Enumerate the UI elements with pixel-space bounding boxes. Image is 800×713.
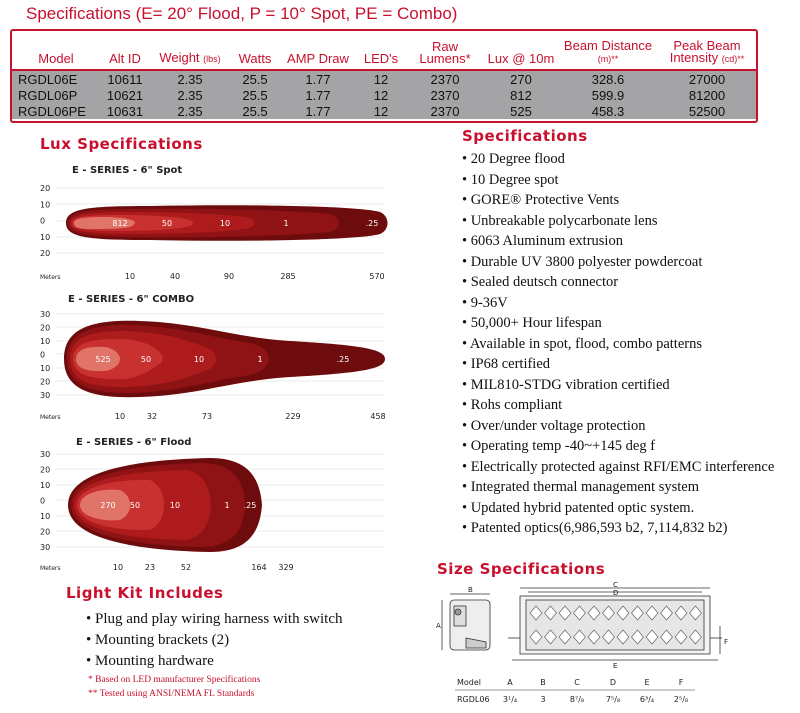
lux-zone-label: 10	[219, 219, 231, 228]
lux-specifications-heading: Lux Specifications	[40, 135, 203, 153]
specifications-table	[10, 29, 758, 123]
table-cell: 812	[484, 87, 558, 103]
x-tick-label: 10	[112, 563, 124, 572]
table-cell: 1.77	[280, 87, 356, 103]
size-table-cell: RGDL06	[457, 695, 490, 704]
size-table-header: C	[574, 678, 580, 687]
table-cell: 2.35	[150, 87, 230, 103]
table-cell: 270	[484, 70, 558, 87]
table-cell: 2370	[406, 70, 484, 87]
spec-list-item: • Patented optics(6,986,593 b2, 7,114,832 b2)	[462, 518, 792, 539]
spec-list-item: • GORE® Protective Vents	[462, 190, 792, 211]
y-tick-label: 20	[40, 323, 51, 333]
column-header-unit: (lbs)	[203, 54, 221, 64]
table-cell: 10611	[100, 70, 150, 87]
table-cell: 12	[356, 87, 406, 103]
y-tick-label: 20	[40, 184, 51, 193]
column-header-label: Alt ID	[109, 51, 141, 66]
table-row	[12, 70, 756, 87]
light-kit-heading: Light Kit Includes	[66, 584, 224, 602]
footnote-ansi: ** Tested using ANSI/NEMA FL Standards	[88, 689, 255, 699]
x-tick-label: 32	[146, 412, 158, 421]
specifications-heading: Specifications	[462, 127, 588, 145]
x-tick-label: 229	[285, 412, 301, 421]
y-tick-label: 20	[40, 377, 51, 387]
size-table-cell: 2⁵/₈	[673, 695, 689, 704]
table-row	[12, 87, 756, 103]
lux-zone-label: 812	[112, 219, 128, 228]
x-tick-label: 23	[144, 563, 156, 572]
kit-list-item: • Mounting brackets (2)	[86, 630, 343, 651]
size-table-header: D	[609, 678, 617, 687]
lux-zone-label: .25	[243, 501, 257, 510]
table-cell: RGDL06P	[12, 87, 100, 103]
table-row	[12, 103, 756, 119]
table-cell: 2.35	[150, 103, 230, 119]
y-tick-label: 30	[40, 310, 51, 319]
kit-list-item: • Plug and play wiring harness with switch	[86, 609, 343, 630]
y-tick-label: 20	[40, 527, 51, 537]
x-tick-label: 570	[369, 272, 385, 281]
column-header-label: AMP Draw	[287, 51, 349, 66]
column-header	[484, 31, 558, 70]
table-cell: 2370	[406, 87, 484, 103]
lux-zone-label: 1	[257, 355, 263, 364]
flood-plot-title: E - SERIES - 6" Flood	[76, 437, 192, 448]
table-cell: 2370	[406, 103, 484, 119]
spot-beam-plot	[30, 178, 395, 286]
column-header-unit: (cd)**	[721, 54, 745, 64]
spec-list-item: • Sealed deutsch connector	[462, 272, 792, 293]
size-table	[455, 674, 755, 710]
spec-list-item: • 6063 Aluminum extrusion	[462, 231, 792, 252]
size-table-header: Model	[457, 678, 482, 687]
x-axis-label: Meters	[40, 274, 61, 281]
x-tick-label: 10	[114, 412, 126, 421]
size-table-header: F	[678, 678, 684, 687]
size-table-header: B	[540, 678, 546, 687]
lux-zone-label: .25	[336, 355, 350, 364]
column-header-label: Model	[38, 51, 74, 66]
column-header	[356, 31, 406, 70]
lux-zone-label: 50	[140, 355, 152, 364]
y-tick-label: 0	[40, 350, 46, 360]
y-tick-label: 10	[40, 512, 51, 521]
table-cell: 525	[484, 103, 558, 119]
column-header	[658, 31, 756, 70]
column-header-label: Watts	[238, 51, 272, 66]
spec-list-item: • 50,000+ Hour lifespan	[462, 313, 792, 334]
spec-list-item: • MIL810-STDG vibration certified	[462, 375, 792, 396]
kit-list-item: • Mounting hardware	[86, 651, 343, 672]
column-header-label: Weight	[159, 50, 200, 65]
size-table-cell: 3¹/₄	[502, 695, 518, 704]
spot-plot-title: E - SERIES - 6" Spot	[72, 165, 183, 176]
size-diagram	[428, 582, 748, 674]
table-cell: RGDL06E	[12, 70, 100, 87]
table-cell: 25.5	[230, 103, 280, 119]
lux-zone-label: 50	[161, 219, 173, 228]
table-cell: 25.5	[230, 70, 280, 87]
column-header	[406, 31, 484, 70]
spec-list-item: • 20 Degree flood	[462, 149, 792, 170]
x-tick-label: 164	[251, 563, 267, 572]
column-header	[12, 31, 100, 70]
x-tick-label: 90	[223, 272, 235, 281]
spec-list-item: • Durable UV 3800 polyester powdercoat	[462, 252, 792, 273]
column-header-label: Peak Beam Intensity	[669, 38, 741, 65]
x-tick-label: 458	[370, 412, 386, 421]
column-header-label: LED's	[363, 51, 399, 66]
column-header	[558, 31, 658, 70]
y-tick-label: 10	[40, 337, 51, 346]
y-tick-label: 0	[40, 216, 46, 226]
column-header-label: Raw Lumens*	[419, 39, 471, 66]
spec-list-item: • Unbreakable polycarbonate lens	[462, 211, 792, 232]
size-table-cell: 6³/₄	[639, 695, 655, 704]
y-tick-label: 10	[40, 232, 51, 242]
y-tick-label: 30	[40, 391, 51, 400]
table-cell: 12	[356, 103, 406, 119]
table-cell: 458.3	[558, 103, 658, 119]
dim-label-e: E	[613, 662, 618, 670]
x-axis-label: Meters	[40, 414, 61, 421]
table-cell: 10631	[100, 103, 150, 119]
size-table-header: A	[507, 678, 513, 687]
lux-zone-label: 50	[129, 501, 141, 510]
dim-label-d: D	[613, 589, 619, 597]
y-tick-label: 10	[40, 364, 51, 373]
spec-list-item: • Integrated thermal management system	[462, 477, 792, 498]
spec-list-item: • Rohs compliant	[462, 395, 792, 416]
table-cell: 25.5	[230, 87, 280, 103]
spec-list-item: • 10 Degree spot	[462, 170, 792, 191]
x-tick-label: 40	[169, 272, 181, 281]
dim-label-a: A	[436, 622, 441, 630]
y-tick-label: 0	[40, 496, 46, 506]
combo-beam-plot	[30, 307, 395, 425]
table-body	[12, 70, 756, 119]
spec-list-item: • Over/under voltage protection	[462, 416, 792, 437]
table-cell: 2.35	[150, 70, 230, 87]
lux-zone-label: .25	[365, 219, 379, 228]
table-cell: 599.9	[558, 87, 658, 103]
column-header-unit: (m)**	[597, 54, 619, 64]
table-cell: 1.77	[280, 70, 356, 87]
dim-label-f: F	[724, 638, 729, 646]
column-header-label: Beam Distance	[563, 38, 653, 53]
x-tick-label: 329	[278, 563, 294, 572]
size-table-cell: 8⁷/₈	[569, 695, 585, 704]
spec-list-item: • Available in spot, flood, combo patterns	[462, 334, 792, 355]
table-cell: 52500	[658, 103, 756, 119]
size-table-cell: 7⁵/₈	[605, 695, 621, 704]
column-header	[100, 31, 150, 70]
specifications-list	[462, 149, 792, 539]
y-tick-label: 20	[40, 249, 51, 258]
lux-zone-label: 1	[283, 219, 289, 228]
dim-label-c: C	[613, 582, 618, 589]
table-cell: 1.77	[280, 103, 356, 119]
y-tick-label: 10	[40, 481, 51, 490]
lux-zone-label: 10	[193, 355, 205, 364]
x-tick-label: 10	[124, 272, 136, 281]
lux-zone-label: 525	[95, 355, 111, 364]
light-kit-list	[86, 609, 343, 672]
y-tick-label: 30	[40, 450, 51, 459]
table-cell: 328.6	[558, 70, 658, 87]
column-header	[280, 31, 356, 70]
table-header-row	[12, 31, 756, 70]
spec-list-item: • IP68 certified	[462, 354, 792, 375]
spec-list-item: • Electrically protected against RFI/EMC interference	[462, 457, 792, 478]
spec-list-item: • Updated hybrid patented optic system.	[462, 498, 792, 519]
x-tick-label: 73	[201, 412, 213, 421]
size-table-cell: 3	[540, 695, 546, 704]
x-tick-label: 52	[180, 563, 192, 572]
specifications-table-title: Specifications (E= 20° Flood, P = 10° Spot, PE = Combo)	[26, 4, 458, 23]
y-tick-label: 10	[40, 200, 51, 210]
column-header	[150, 31, 230, 70]
table-cell: 81200	[658, 87, 756, 103]
x-tick-label: 285	[280, 272, 296, 281]
y-tick-label: 20	[40, 465, 51, 475]
spec-list-item: • 9-36V	[462, 293, 792, 314]
y-tick-label: 30	[40, 543, 51, 552]
lux-zone-label: 270	[100, 501, 116, 510]
x-axis-label: Meters	[40, 565, 61, 572]
flood-beam-plot	[30, 450, 395, 575]
size-table-header: E	[644, 678, 650, 687]
table-cell: 27000	[658, 70, 756, 87]
dim-label-b: B	[468, 586, 473, 594]
lux-zone-label: 10	[169, 501, 181, 510]
table-cell: 10621	[100, 87, 150, 103]
table-cell: RGDL06PE	[12, 103, 100, 119]
column-header	[230, 31, 280, 70]
lux-zone-label: 1	[224, 501, 230, 510]
table-cell: 12	[356, 70, 406, 87]
column-header-label: Lux @ 10m	[487, 51, 555, 66]
size-specifications-heading: Size Specifications	[437, 560, 606, 578]
spec-list-item: • Operating temp -40~+145 deg f	[462, 436, 792, 457]
footnote-led: * Based on LED manufacturer Specifications	[88, 675, 261, 685]
combo-plot-title: E - SERIES - 6" COMBO	[68, 294, 195, 305]
